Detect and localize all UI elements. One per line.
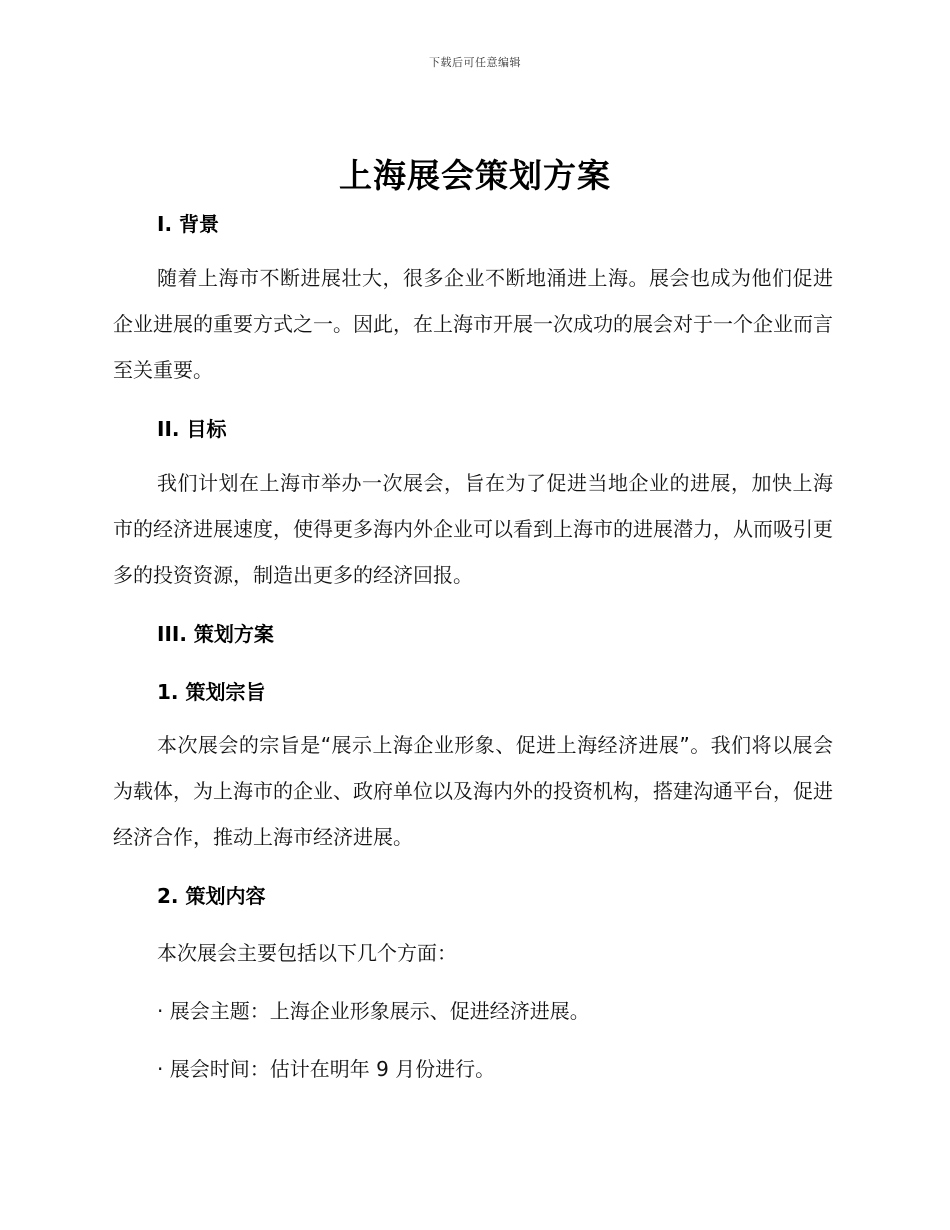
paragraph-goal: 我们计划在上海市举办一次展会，旨在为了促进当地企业的进展，加快上海市的经济进展速度，使得更多海内外企业可以看到上海市的进展潜力，从而吸引更多的投资资源，制造出更多的经济回报。 <box>113 471 833 587</box>
header-note: 下载后可任意编辑 <box>429 56 521 69</box>
document-title: 上海展会策划方案 <box>339 156 611 195</box>
list-item-time: · 展会时间：估计在明年 9 月份进行。 <box>157 1057 496 1081</box>
content-intro: 本次展会主要包括以下几个方面： <box>157 941 457 965</box>
section-heading-plan: III. 策划方案 <box>157 622 274 646</box>
subsection-heading-purpose: 1. 策划宗旨 <box>157 680 266 704</box>
list-item-theme: · 展会主题：上海企业形象展示、促进经济进展。 <box>157 999 590 1023</box>
section-heading-goal: II. 目标 <box>157 417 227 441</box>
subsection-heading-content: 2. 策划内容 <box>157 884 266 908</box>
paragraph-background: 随着上海市不断进展壮大，很多企业不断地涌进上海。展会也成为他们促进企业进展的重要方式之一。因此，在上海市开展一次成功的展会对于一个企业而言至关重要。 <box>113 266 833 382</box>
section-heading-background: I. 背景 <box>157 212 220 236</box>
paragraph-purpose: 本次展会的宗旨是“展示上海企业形象、促进上海经济进展”。我们将以展会为载体，为上海市的企业、政府单位以及海内外的投资机构，搭建沟通平台，促进经济合作，推动上海市经济进展。 <box>113 733 833 849</box>
